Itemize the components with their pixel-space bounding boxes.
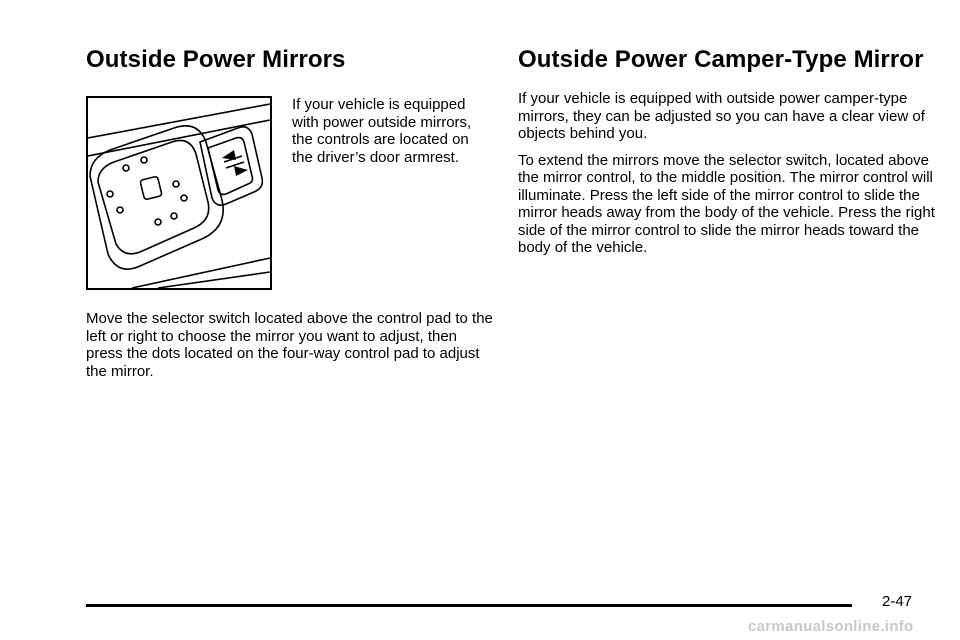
figure-caption-text: If your vehicle is equipped with power outside mirrors, the controls are located on the driver’s door armrest.: [292, 96, 472, 166]
section-heading-camper-mirror: Outside Power Camper-Type Mirror: [518, 46, 924, 73]
right-column: [518, 46, 938, 257]
mirror-instructions-text: Move the selector switch located above the control pad to the left or right to choose the mirror you want to adjust, then press the dots located on the four-way control pad to adjust the mirror.: [86, 310, 493, 380]
footer-rule: [86, 604, 852, 607]
watermark: carmanualsonline.info: [748, 618, 914, 635]
mirror-control-illustration-icon: [86, 96, 272, 290]
camper-mirror-body: [518, 90, 938, 257]
figure-row: [86, 96, 496, 310]
camper-mirror-paragraph: To extend the mirrors move the selector switch, located above the mirror control, to the middle position. The mirror control will illuminate. Press the left side of the mirror control to slide the mirror heads away from the body of the vehicle. Press the right side of the mirror control to slide the mirror heads toward the body of the vehicle.: [518, 151, 935, 256]
section-heading-power-mirrors: Outside Power Mirrors: [86, 46, 346, 73]
left-column: [86, 46, 496, 380]
camper-mirror-paragraph: If your vehicle is equipped with outside power camper-type mirrors, they can be adjusted so you can have a clear view of objects behind you.: [518, 90, 925, 142]
page-number: 2-47: [882, 593, 913, 610]
